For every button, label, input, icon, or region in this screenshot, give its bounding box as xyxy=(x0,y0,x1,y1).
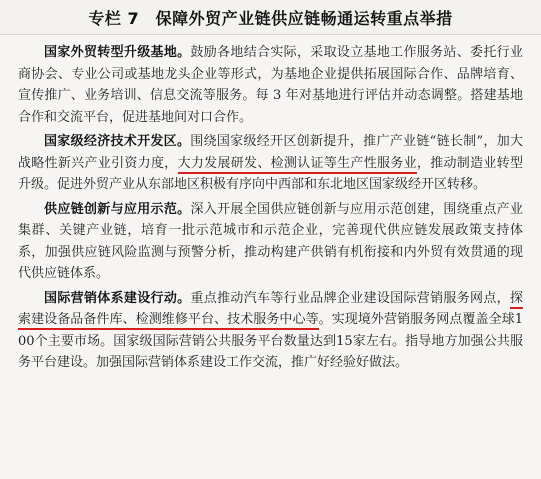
paragraph-text: ，推动制造业转型升级。促进外贸产业从东部地区积极有序向中西部和东北地区国家级经开区转移。 xyxy=(18,155,523,192)
paragraph-lead: 国家级经济技术开发区。 xyxy=(44,134,191,149)
paragraph-text: 。实现境外营销服务网点覆盖全球100个主要市场。国家级国际营销公共服务平台数量达到15家左右。指导地方加强公共服务平台建设。加强国际营销体系建设工作交流，推广好经验好做法。 xyxy=(18,312,523,370)
paragraph-text: 深入开展全国供应链创新与应用示范创建，围绕重点产业集群、关键产业链，培育一批示范城市和示范企业，完善现代供应链发展政策支持体系，加强供应链风险监测与预警分析，推动构建产供销有机衔接和内外贸有效贯通的现代供应链体系。 xyxy=(18,201,523,281)
red-underlined-text: 大力发展研发、检测认证等生产性服务业 xyxy=(178,156,417,174)
paragraph-text: 围绕国家级经开区创新提升，推广产业链“链长制”，加大战略性新兴产业引资力度， xyxy=(18,134,523,171)
paragraph-lead: 国家外贸转型升级基地。 xyxy=(44,45,191,60)
paragraph-text: 重点推动汽车等行业品牌企业建设国际营销服务网点， xyxy=(190,290,510,306)
paragraph-trade-base xyxy=(18,42,523,128)
paragraph-supply-chain xyxy=(18,199,523,285)
column-content xyxy=(0,35,541,374)
column-title: 专栏 7 保障外贸产业链供应链畅通运转重点举措 xyxy=(88,8,453,28)
paragraph-marketing xyxy=(18,288,523,374)
paragraph-text: 鼓励各地结合实际，采取设立基地工作服务站、委托行业商协会、专业公司或基地龙头企业等形式，为基地企业提供拓展国际合作、品牌培育、宣传推广、业务培训、信息交流等服务。每 3 年对基地进行评估并动态调整。搭建基地合作和交流平台，促进基地间对口合作。 xyxy=(18,45,523,125)
paragraph-dev-zone xyxy=(18,131,523,196)
paragraph-lead: 供应链创新与应用示范。 xyxy=(44,201,191,217)
paragraph-lead: 国际营销体系建设行动。 xyxy=(44,290,191,306)
red-underlined-text: 探索建设备品备件库、检测维修平台、技术服务中心等 xyxy=(18,291,523,331)
title-bar xyxy=(0,0,541,35)
